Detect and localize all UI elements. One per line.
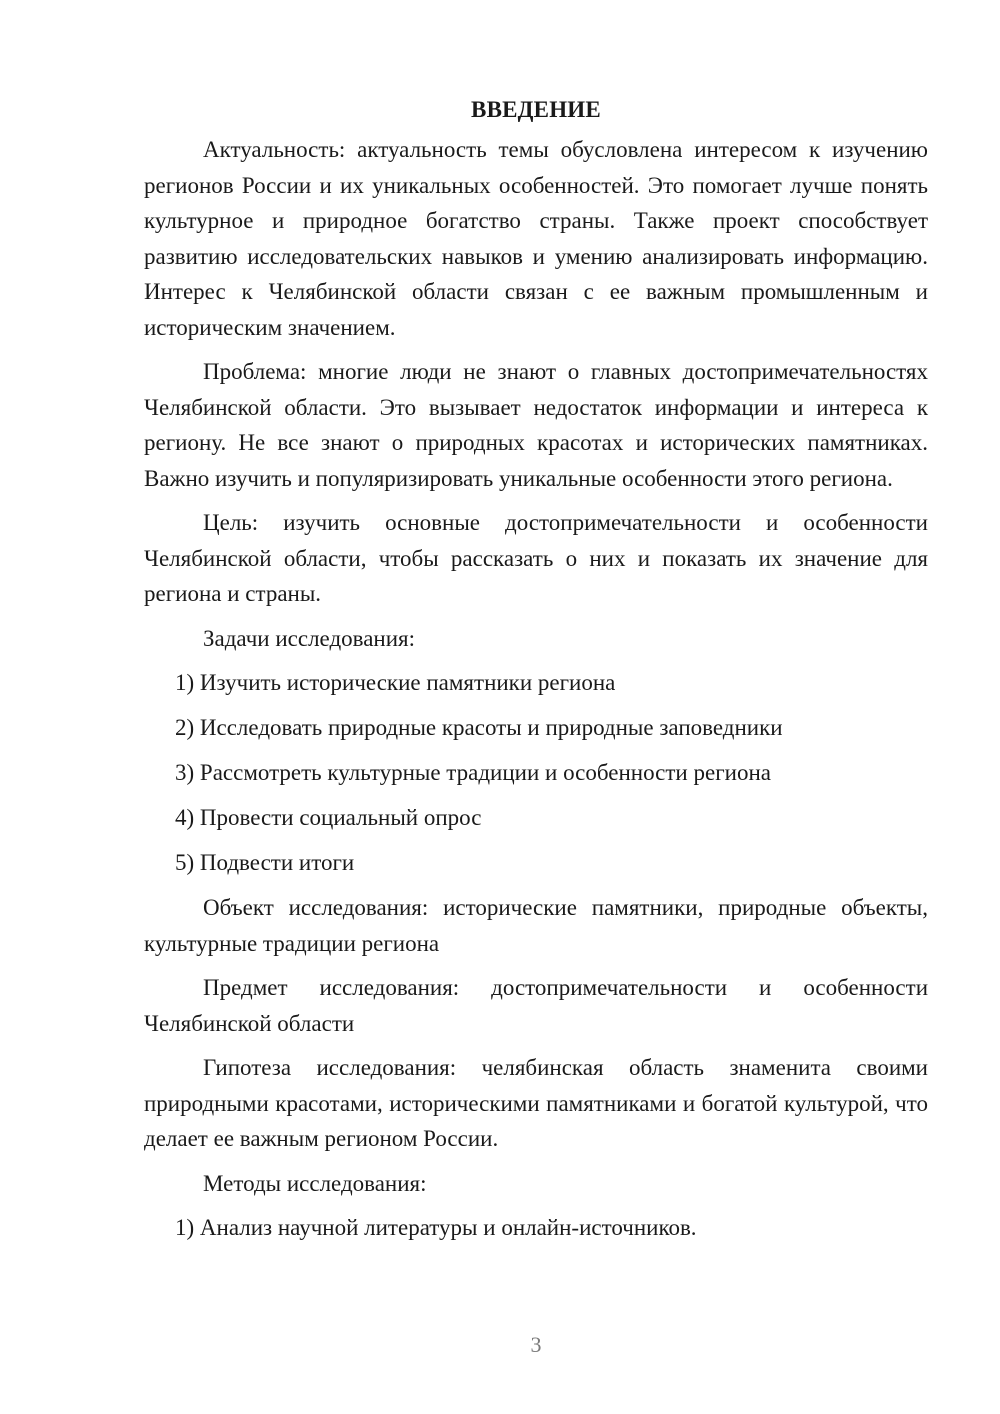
section-title: ВВЕДЕНИЕ <box>471 97 601 122</box>
problem-paragraph: Проблема: многие люди не знают о главных достопримечательностях Челябинской области. Это вызывает недостаток информации и интереса к региону. Не все знают о природных красотах и исторических памятниках. Важно изучить и популяризировать уникальные особенности этого региона. <box>144 359 928 491</box>
list-item: 2) Исследовать природные красоты и природные заповедники <box>175 715 783 740</box>
list-item: 1) Изучить исторические памятники региона <box>175 670 616 695</box>
goal-paragraph: Цель: изучить основные достопримечательности и особенности Челябинской области, чтобы рассказать о них и показать их значение для региона и страны. <box>144 510 928 606</box>
hypothesis-paragraph: Гипотеза исследования: челябинская область знаменита своими природными красотами, историческими памятниками и богатой культурой, что делает ее важным регионом России. <box>144 1055 928 1151</box>
document-page <box>144 92 928 1255</box>
list-item: 4) Провести социальный опрос <box>175 805 482 830</box>
methods-heading: Методы исследования: <box>203 1170 427 1196</box>
tasks-list <box>144 665 928 881</box>
object-paragraph: Объект исследования: исторические памятники, природные объекты, культурные традиции региона <box>144 895 928 956</box>
list-item: 5) Подвести итоги <box>175 850 355 875</box>
page-number: 3 <box>530 1332 542 1357</box>
tasks-heading: Задачи исследования: <box>203 625 416 651</box>
list-item: 1) Анализ научной литературы и онлайн-источников. <box>175 1215 697 1240</box>
list-item: 3) Рассмотреть культурные традиции и особенности региона <box>175 760 771 785</box>
methods-list <box>144 1210 928 1246</box>
subject-paragraph: Предмет исследования: достопримечательности и особенности Челябинской области <box>144 975 928 1036</box>
relevance-paragraph: Актуальность: актуальность темы обусловлена интересом к изучению регионов России и их уникальных особенностей. Это помогает лучше понять культурное и природное богатство страны. Также проект способствует развитию исследовательских навыков и умению анализировать информацию. Интерес к Челябинской области связан с ее важным промышленным и историческим значением. <box>144 137 928 340</box>
